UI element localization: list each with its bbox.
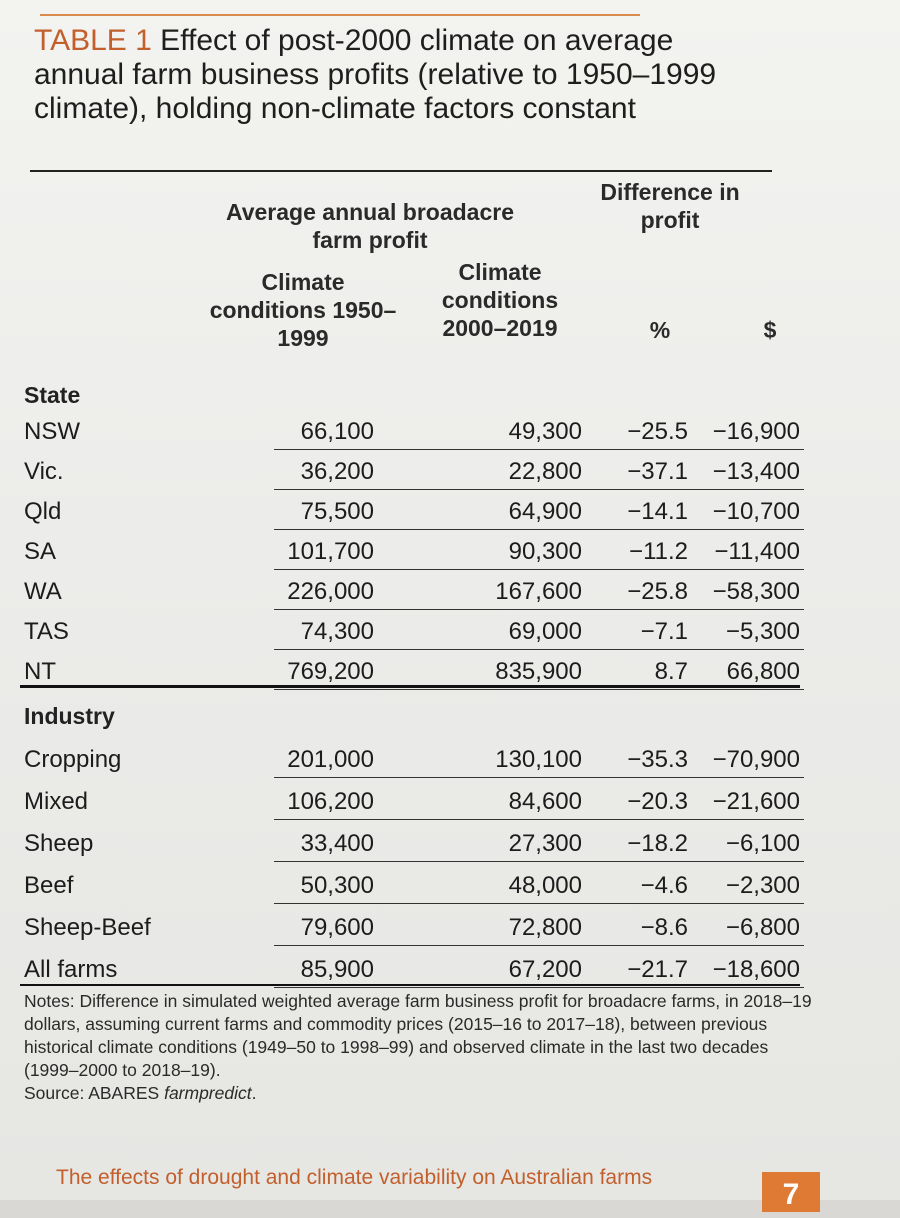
table-row: [24, 410, 804, 450]
difference-dollar: −2,300: [725, 872, 800, 899]
value-2000-2019: 130,100: [495, 746, 582, 773]
value-1950-1999: 101,700: [287, 538, 374, 565]
difference-dollar: −70,900: [712, 746, 800, 773]
value-1950-1999: 74,300: [300, 618, 374, 645]
header-dollar: $: [763, 317, 777, 343]
value-1950-1999: 33,400: [300, 830, 374, 857]
row-label: Beef: [24, 872, 74, 899]
row-rule: [274, 689, 804, 690]
difference-dollar: −11,400: [714, 538, 800, 565]
table-row: [24, 822, 804, 862]
notes-text: Notes: Difference in simulated weighted average farm business profit for broadacre farms, in 2018–19 dollars, assuming current farms and commodity prices (2015–16 to 2017–18), between previous historical climate conditions (1949–50 to 1998–99) and observed climate in the last two decades (1999–2000 to 2018–19).: [24, 991, 812, 1080]
value-1950-1999: 226,000: [287, 578, 374, 605]
header-percent: %: [649, 317, 671, 343]
value-1950-1999: 201,000: [287, 746, 374, 773]
value-2000-2019: 48,000: [508, 872, 582, 899]
row-label: WA: [24, 578, 62, 605]
source-suffix: .: [251, 1083, 257, 1103]
difference-percent: −4.6: [640, 872, 688, 899]
row-label: Sheep-Beef: [24, 914, 151, 941]
value-1950-1999: 50,300: [300, 872, 374, 899]
row-label: All farms: [24, 956, 118, 983]
row-label: NT: [24, 658, 56, 685]
difference-percent: −7.1: [640, 618, 688, 645]
value-2000-2019: 64,900: [508, 498, 582, 525]
value-2000-2019: 49,300: [508, 418, 582, 445]
difference-dollar: 66,800: [726, 658, 800, 685]
table-label: TABLE 1: [34, 24, 152, 57]
source-line: [24, 1082, 814, 1105]
row-label: Mixed: [24, 788, 89, 815]
table-row: [24, 610, 804, 650]
running-footer: The effects of drought and climate variability on Australian farms: [56, 1166, 653, 1189]
value-1950-1999: 769,200: [287, 658, 374, 685]
value-2000-2019: 69,000: [508, 618, 582, 645]
header-average-annual-profit: Average annual broadacre farm profit: [225, 199, 515, 253]
value-1950-1999: 79,600: [300, 914, 374, 941]
table-notes: [24, 990, 814, 1105]
value-1950-1999: 75,500: [300, 498, 374, 525]
row-label: Qld: [24, 498, 62, 525]
table-row: [24, 906, 804, 946]
difference-percent: −8.6: [640, 914, 688, 941]
row-label: Vic.: [24, 458, 64, 485]
top-accent-rule: [40, 14, 640, 16]
source-italic: farmpredict: [164, 1083, 252, 1103]
row-label: SA: [24, 538, 57, 565]
table-title-text: Effect of post-2000 climate on average annual farm business profits (relative to 1950–1999 climate), holding non-climate factors constant: [34, 24, 717, 125]
difference-dollar: −21,600: [712, 788, 800, 815]
table-row: [24, 948, 804, 988]
table-row: [24, 864, 804, 904]
section-divider: [20, 685, 800, 688]
title-rule: [30, 170, 772, 172]
value-2000-2019: 67,200: [508, 956, 582, 983]
table-row: [24, 530, 804, 570]
row-rule: [274, 819, 804, 820]
source-prefix: Source: ABARES: [24, 1083, 165, 1103]
difference-percent: −11.2: [629, 538, 688, 565]
difference-percent: −37.1: [627, 458, 688, 485]
difference-dollar: −6,800: [725, 914, 800, 941]
value-2000-2019: 84,600: [508, 788, 582, 815]
table-row: [24, 490, 804, 530]
difference-percent: −20.3: [627, 788, 688, 815]
difference-dollar: −16,900: [712, 418, 800, 445]
difference-percent: −35.3: [627, 746, 688, 773]
difference-dollar: −5,300: [725, 618, 800, 645]
table-row: [24, 650, 804, 690]
table-bottom-rule: [20, 984, 800, 986]
difference-dollar: −18,600: [712, 956, 800, 983]
difference-percent: 8.7: [654, 658, 688, 685]
row-rule: [274, 861, 804, 862]
difference-dollar: −58,300: [712, 578, 800, 605]
difference-percent: −14.1: [627, 498, 688, 525]
row-label: Sheep: [24, 830, 94, 857]
row-rule: [274, 987, 804, 988]
header-climate-1950-1999: Climate conditions 1950–1999: [209, 269, 397, 351]
value-2000-2019: 22,800: [508, 458, 582, 485]
value-1950-1999: 85,900: [300, 956, 374, 983]
row-rule: [274, 945, 804, 946]
row-rule: [274, 777, 804, 778]
page-number: 7: [762, 1172, 820, 1212]
section-industry: Industry: [24, 703, 115, 729]
row-label: Cropping: [24, 746, 122, 773]
row-label: TAS: [24, 618, 69, 645]
value-2000-2019: 90,300: [508, 538, 582, 565]
difference-dollar: −6,100: [725, 830, 800, 857]
difference-dollar: −13,400: [712, 458, 800, 485]
header-difference-in-profit: Difference in profit: [600, 179, 740, 233]
difference-percent: −18.2: [627, 830, 688, 857]
value-2000-2019: 72,800: [508, 914, 582, 941]
difference-dollar: −10,700: [712, 498, 800, 525]
table-title: [34, 24, 754, 126]
value-2000-2019: 27,300: [508, 830, 582, 857]
row-label: NSW: [24, 418, 80, 445]
section-state: State: [24, 382, 81, 408]
table-row: [24, 450, 804, 490]
row-rule: [274, 903, 804, 904]
value-1950-1999: 66,100: [300, 418, 374, 445]
difference-percent: −25.8: [627, 578, 688, 605]
value-1950-1999: 36,200: [300, 458, 374, 485]
difference-percent: −25.5: [627, 418, 688, 445]
table-row: [24, 738, 804, 778]
table-row: [24, 570, 804, 610]
value-1950-1999: 106,200: [287, 788, 374, 815]
value-2000-2019: 167,600: [495, 578, 582, 605]
difference-percent: −21.7: [627, 956, 688, 983]
value-2000-2019: 835,900: [495, 658, 582, 685]
header-climate-2000-2019: Climate conditions 2000–2019: [441, 259, 559, 341]
table-row: [24, 780, 804, 820]
